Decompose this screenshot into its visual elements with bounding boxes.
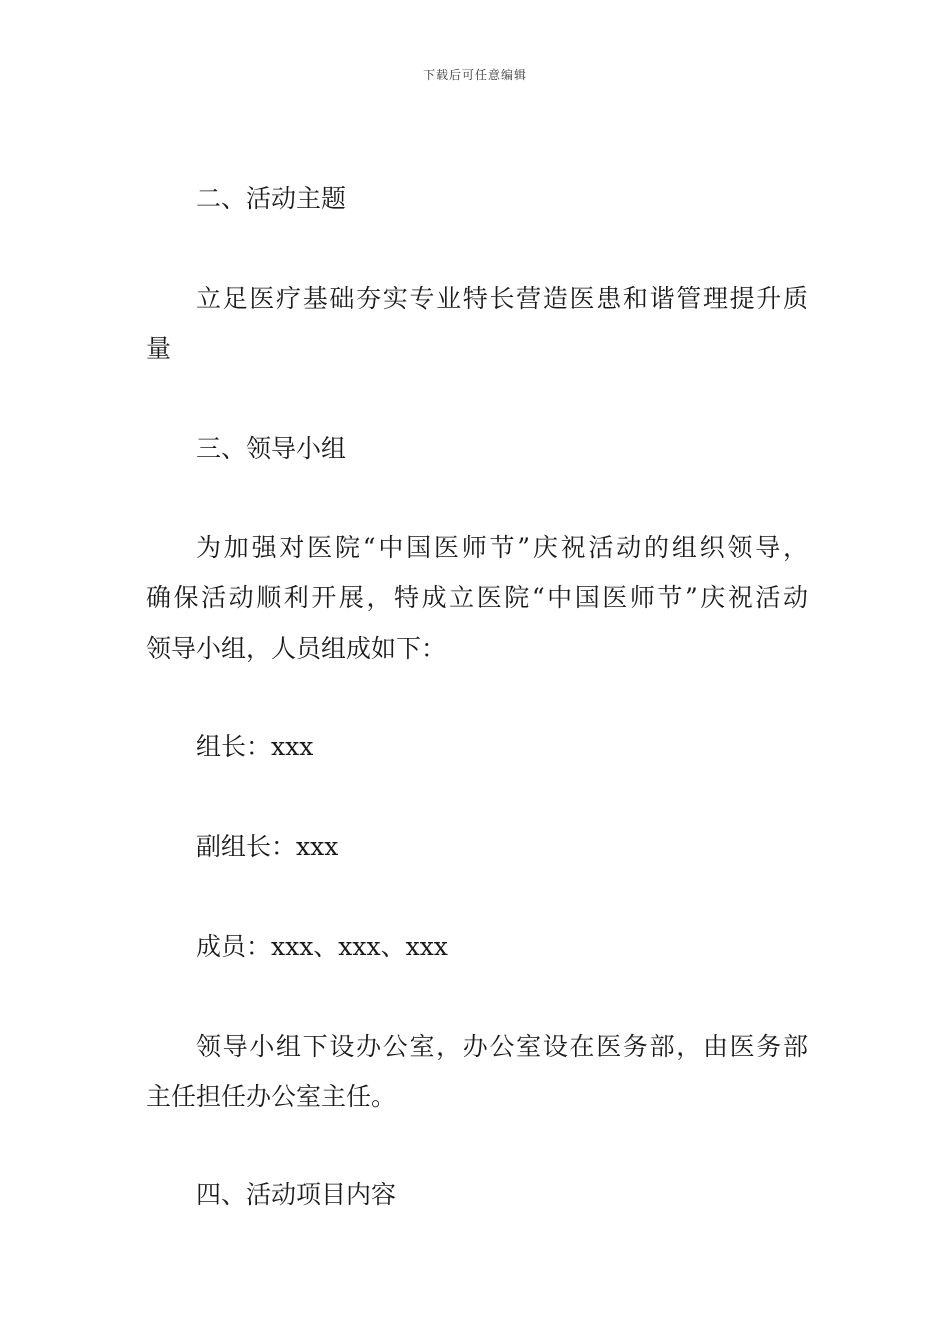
section-heading-theme: 二、活动主题 [196,184,347,213]
section-heading-leadership: 三、领导小组 [196,434,347,463]
members-line: 成员：xxx、xxx、xxx [196,932,448,961]
paragraph-line: 量 [146,334,172,363]
paragraph-line: 领导小组，人员组成如下： [146,634,447,663]
page-header-note: 下载后可任意编辑 [422,68,527,82]
group-leader-line: 组长：xxx [196,732,314,761]
deputy-leader-line: 副组长：xxx [196,832,339,861]
section-heading-activities: 四、活动项目内容 [196,1180,397,1209]
paragraph-line: 立足医疗基础夯实专业特长营造医患和谐管理提升质 [196,284,808,313]
paragraph-line: 领导小组下设办公室，办公室设在医务部，由医务部 [196,1032,808,1061]
paragraph-line: 主任担任办公室主任。 [146,1082,397,1111]
paragraph-line: 为加强对医院“中国医师节”庆祝活动的组织领导， [196,533,808,562]
paragraph-line: 确保活动顺利开展，特成立医院“中国医师节”庆祝活动 [146,583,808,612]
